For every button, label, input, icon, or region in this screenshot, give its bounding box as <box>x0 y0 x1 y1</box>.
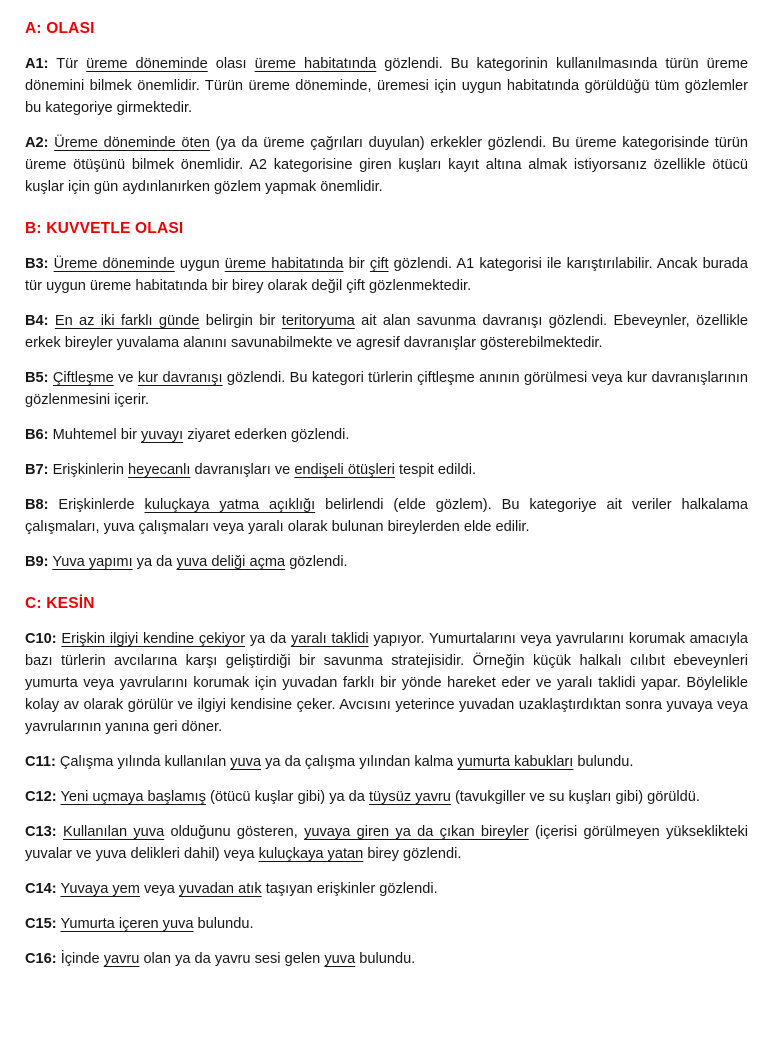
item-code-C14: C14: <box>25 881 57 897</box>
text-segment: belirlendi (elde gözlem). Bu kategoriye ait veriler halkalama çalışmaları, yuva çalışmaları veya yaralı olarak bulunan bireylerden elde edilir. <box>25 497 748 535</box>
underlined-phrase: yuva <box>324 951 356 967</box>
document-content <box>25 18 748 970</box>
text-segment: (tavukgiller ve su kuşları gibi) görüldü. <box>450 789 700 805</box>
underlined-phrase: Yeni uçmaya başlamış <box>60 789 206 805</box>
item-paragraph-B7 <box>25 459 748 481</box>
item-paragraph-A2 <box>25 132 748 198</box>
text-segment: yapıyor. Yumurtalarını veya yavrularını korumak amacıyla bazı türlerin avcılarına karşı geliştirdiği bir savunma stratejisidir. Örneğin küçük halkalı cılıbıt ebeveynleri yumurta veya yavrularını korumak için yuvadan farklı bir yönde hareket eder ve yaralı taklidi yapar. Böylelikle kolay av olarak görülür ve ilgiyi kendisine çeker. Avcısını yeterince yuvadan uzaklaştırdıktan sonra yuvaya veya yavrularının yanına geri döner. <box>25 631 748 735</box>
item-code-A2: A2: <box>25 135 49 151</box>
underlined-phrase: üreme habitatında <box>254 56 377 72</box>
underlined-phrase: Üreme döneminde öten <box>54 135 210 151</box>
item-code-A1: A1: <box>25 56 49 72</box>
underlined-phrase: yumurta kabukları <box>457 754 574 770</box>
text-segment: Çalışma yılında kullanılan <box>59 754 231 770</box>
text-segment: bir <box>343 256 370 272</box>
item-code-C10: C10: <box>25 631 57 647</box>
text-segment: Erişkinlerde <box>58 497 145 513</box>
item-paragraph-B6 <box>25 424 748 446</box>
text-segment: ya da çalışma yılından kalma <box>261 754 458 770</box>
underlined-phrase: Çiftleşme <box>52 370 114 386</box>
item-paragraph-C14 <box>25 878 748 900</box>
text-segment: bulundu. <box>193 916 254 932</box>
item-paragraph-B8 <box>25 494 748 538</box>
item-code-B6: B6: <box>25 427 49 443</box>
item-paragraph-C12 <box>25 786 748 808</box>
text-segment: Muhtemel bir <box>52 427 141 443</box>
text-segment: (ya da üreme çağrıları duyulan) erkekler gözlendi. Bu üreme kategorisinde türün üreme ötüşünü bilmek önemlidir. A2 kategorisine giren kuşları kayıt altına almak istiyorsanız özellikle ötücü kuşlar için gün aydınlanırken gözlem yapmak önemlidir. <box>25 135 749 195</box>
underlined-phrase: kur davranışı <box>137 370 223 386</box>
item-code-B5: B5: <box>25 370 49 386</box>
item-paragraph-C16 <box>25 948 748 970</box>
text-segment: gözlendi. <box>285 554 348 570</box>
section-heading-C: C: KESİN <box>25 595 95 612</box>
text-segment: bulundu. <box>355 951 416 967</box>
text-segment: gözlendi. Bu kategori türlerin çiftleşme anının görülmesi veya kur davranışlarının gözlenmesini içerir. <box>25 370 749 408</box>
item-code-C15: C15: <box>25 916 57 932</box>
item-code-C12: C12: <box>25 789 57 805</box>
text-segment: uygun <box>174 256 225 272</box>
text-segment: İçinde <box>60 951 104 967</box>
underlined-phrase: yaralı taklidi <box>290 631 369 647</box>
underlined-phrase: heyecanlı <box>128 462 191 478</box>
underlined-phrase: yuvaya giren ya da çıkan bireyler <box>304 824 529 840</box>
section-heading-A: A: OLASI <box>25 20 95 37</box>
underlined-phrase: yuvayı <box>140 427 184 443</box>
text-segment: Tür <box>56 56 87 72</box>
text-segment: birey gözlendi. <box>363 846 462 862</box>
text-segment: gözlendi. A1 kategorisi ile karıştırılabilir. Ancak burada tür uygun üreme habitatında bir birey olarak değil çift gözlenmektedir. <box>25 256 749 294</box>
text-segment: belirgin bir <box>199 313 282 329</box>
underlined-phrase: üreme döneminde <box>86 56 208 72</box>
underlined-phrase: teritoryuma <box>281 313 355 329</box>
text-segment: (ötücü kuşlar gibi) ya da <box>205 789 369 805</box>
text-segment: ziyaret ederken gözlendi. <box>183 427 350 443</box>
item-paragraph-A1 <box>25 53 748 119</box>
item-code-C16: C16: <box>25 951 57 967</box>
text-segment: veya <box>139 881 179 897</box>
underlined-phrase: Üreme döneminde <box>53 256 175 272</box>
text-segment: davranışları ve <box>190 462 295 478</box>
item-paragraph-B4 <box>25 310 748 354</box>
underlined-phrase: En az iki farklı günde <box>54 313 200 329</box>
item-code-B9: B9: <box>25 554 49 570</box>
text-segment: gözlendi. Bu kategorinin kullanılmasında türün üreme dönemini bilmek önemlidir. Türün üreme döneminde, üremesi için uygun habitatında görüldüğü tüm gözlemler bu kategoriye girmektedir. <box>25 56 748 116</box>
item-paragraph-C11 <box>25 751 748 773</box>
text-segment: Erişkinlerin <box>52 462 128 478</box>
item-code-C11: C11: <box>25 754 56 770</box>
underlined-phrase: endişeli ötüşleri <box>294 462 395 478</box>
text-segment: olan ya da yavru sesi gelen <box>139 951 325 967</box>
item-code-B8: B8: <box>25 497 49 513</box>
underlined-phrase: yavru <box>103 951 140 967</box>
item-paragraph-B9 <box>25 551 748 573</box>
text-segment: (içerisi görülmeyen yükseklikteki yuvalar ve yuva delikleri dahil) veya <box>25 824 749 862</box>
underlined-phrase: çift <box>369 256 389 272</box>
underlined-phrase: Yuva yapımı <box>52 554 133 570</box>
item-code-B7: B7: <box>25 462 49 478</box>
text-segment: tespit edildi. <box>394 462 477 478</box>
text-segment: ya da <box>245 631 291 647</box>
underlined-phrase: Kullanılan yuva <box>62 824 165 840</box>
underlined-phrase: Yuvaya yem <box>60 881 140 897</box>
item-code-B3: B3: <box>25 256 49 272</box>
text-segment: olduğunu gösteren, <box>164 824 305 840</box>
item-code-C13: C13: <box>25 824 57 840</box>
underlined-phrase: kuluçkaya yatan <box>258 846 364 862</box>
item-code-B4: B4: <box>25 313 49 329</box>
item-paragraph-C10 <box>25 628 748 738</box>
underlined-phrase: üreme habitatında <box>224 256 344 272</box>
text-segment: ve <box>113 370 138 386</box>
underlined-phrase: yuvadan atık <box>178 881 262 897</box>
text-segment: ya da <box>132 554 177 570</box>
item-paragraph-C13 <box>25 821 748 865</box>
underlined-phrase: Yumurta içeren yuva <box>60 916 194 932</box>
underlined-phrase: kuluçkaya yatma açıklığı <box>144 497 316 513</box>
text-segment: ait alan savunma davranışı gözlendi. Ebeveynler, özellikle erkek bireyler yuvalama alanını savunabilmekte ve agresif davranışlar gösterebilmektedir. <box>25 313 748 351</box>
item-paragraph-C15 <box>25 913 748 935</box>
underlined-phrase: yuva deliği açma <box>176 554 286 570</box>
underlined-phrase: yuva <box>230 754 262 770</box>
text-segment: olası <box>207 56 255 72</box>
underlined-phrase: tüysüz yavru <box>368 789 451 805</box>
text-segment: bulundu. <box>573 754 634 770</box>
item-paragraph-B5 <box>25 367 748 411</box>
underlined-phrase: Erişkin ilgiyi kendine çekiyor <box>61 631 246 647</box>
item-paragraph-B3 <box>25 253 748 297</box>
section-heading-B: B: KUVVETLE OLASI <box>25 220 184 237</box>
text-segment: taşıyan erişkinler gözlendi. <box>261 881 438 897</box>
